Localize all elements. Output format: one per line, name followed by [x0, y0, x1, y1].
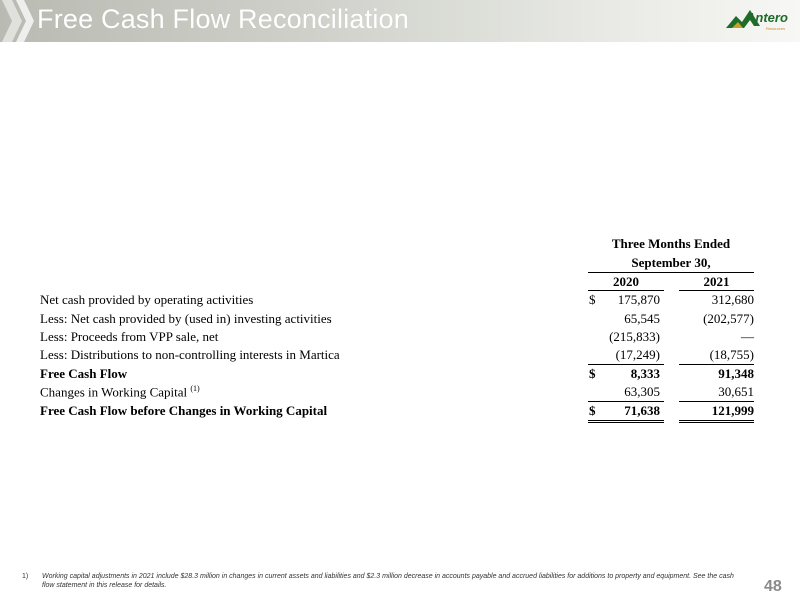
value-2021: (18,755): [709, 347, 754, 362]
footnote-number: 1): [22, 573, 29, 580]
page-number: 48: [764, 578, 782, 595]
currency-symbol: $: [589, 292, 596, 307]
value-2021: (202,577): [703, 311, 754, 326]
year-header-2020: 2020: [613, 274, 639, 289]
table-row: [0, 347, 800, 365]
value-2021: 30,651: [718, 384, 754, 399]
subtotal-rule-2021: [679, 364, 754, 365]
double-rule-2020-a: [588, 420, 664, 421]
row-label: Less: Net cash provided by (used in) investing activities: [40, 311, 332, 326]
value-2020: 63,305: [624, 384, 660, 399]
row-label: Free Cash Flow: [40, 366, 128, 381]
value-2021: 312,680: [711, 292, 754, 307]
row-label-text: Changes in Working Capital: [40, 384, 188, 400]
double-rule-2021-a: [679, 420, 754, 421]
header-divider: [588, 272, 754, 273]
table-row-free-cash-flow: [0, 366, 800, 384]
value-2021: —: [741, 329, 754, 344]
double-rule-2021-b: [679, 422, 754, 423]
currency-symbol: $: [589, 403, 596, 418]
double-rule-2020-b: [588, 422, 664, 423]
value-2020: 65,545: [624, 311, 660, 326]
value-2020: 8,333: [630, 366, 660, 381]
footnote-text: Working capital adjustments in 2021 include $28.3 million in changes in current assets and liabilities and $2.3 million decrease in accounts payable and accrued liabilities for additions to property and equipment. See the cash flow statement in this release for details.: [42, 573, 734, 589]
subtotal-rule-2020: [588, 364, 664, 365]
row-label: [40, 384, 200, 400]
year-underline-2021: [679, 290, 754, 291]
table-row: [0, 311, 800, 329]
footnote-reference: (1): [190, 384, 200, 393]
row-label: Less: Proceeds from VPP sale, net: [40, 329, 219, 344]
period-header-line-1: Three Months Ended: [611, 236, 731, 251]
table-row: [0, 292, 800, 310]
logo-name: Antero: [746, 10, 788, 25]
table-row-fcf-before-wc: [0, 403, 800, 421]
row-label: Net cash provided by operating activities: [40, 292, 254, 307]
slide-header: [0, 0, 800, 42]
total-rule-2021: [679, 401, 754, 402]
logo-subtitle: Resources: [766, 26, 786, 31]
value-2020: (215,833): [609, 329, 660, 344]
total-rule-2020: [588, 401, 664, 402]
chevron-decoration-icon: [2, 0, 42, 42]
value-2020: (17,249): [615, 347, 660, 362]
table-row: [0, 329, 800, 347]
table-row: [0, 384, 800, 402]
value-2021: 121,999: [711, 403, 754, 418]
year-header-2021: 2021: [703, 274, 730, 289]
row-label: Less: Distributions to non-controlling interests in Martica: [40, 347, 340, 362]
period-header-line-2: September 30,: [631, 255, 711, 270]
value-2020: 175,870: [617, 292, 660, 307]
value-2020: 71,638: [624, 403, 660, 418]
row-label: Free Cash Flow before Changes in Working Capital: [40, 403, 328, 418]
currency-symbol: $: [589, 366, 596, 381]
value-2021: 91,348: [718, 366, 754, 381]
page-title: Free Cash Flow Reconciliation: [37, 4, 409, 34]
year-underline-2020: [588, 290, 664, 291]
